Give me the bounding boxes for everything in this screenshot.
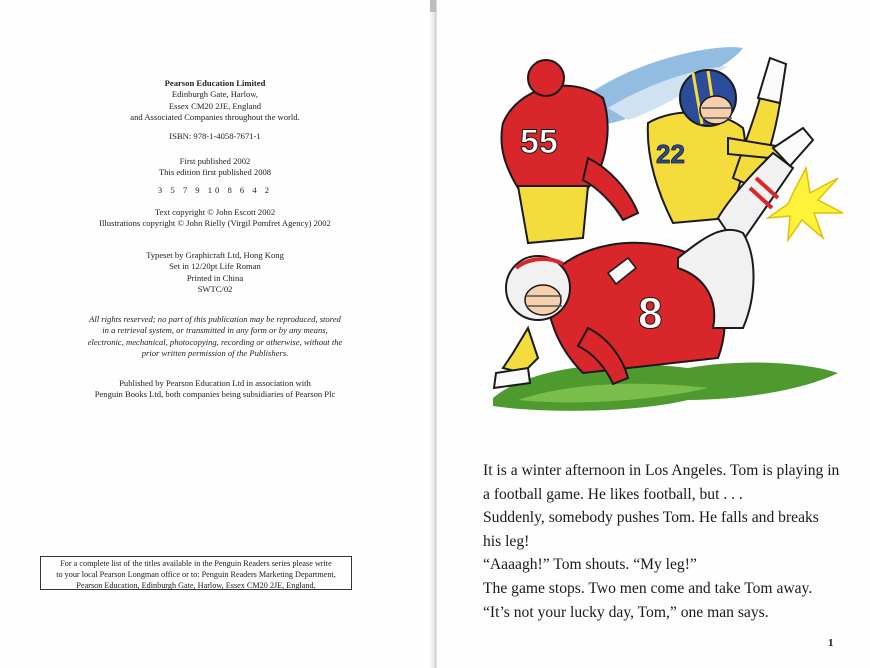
rights-line: prior written permission of the Publishers. — [141, 348, 289, 359]
copyright-line: Illustrations copyright © John Rielly (Virgil Pomfret Agency) 2002 — [99, 218, 331, 229]
red-helmet-top — [528, 60, 564, 96]
jersey-number-22: 22 — [656, 139, 685, 169]
story-line: It is a winter afternoon in Los Angeles. Tom is playing in — [483, 462, 840, 479]
typeset-block — [60, 250, 370, 296]
typeset-line: Typeset by Graphicraft Ltd, Hong Kong — [146, 250, 284, 260]
story-line: The game stops. Two men come and take Tom away. — [483, 579, 813, 597]
edition-block — [60, 156, 370, 179]
publisher-block — [60, 78, 370, 124]
association-block — [60, 378, 370, 401]
copyright-line: Text copyright © John Escott 2002 — [154, 207, 276, 217]
story-line: “It’s not your lucky day, Tom,” one man says. — [483, 603, 769, 621]
story-line: “Aaaagh!” Tom shouts. “My leg!” — [483, 556, 697, 574]
story-line: a football game. He likes football, but . . . — [483, 485, 743, 503]
print-run: 3 5 7 9 10 8 6 4 2 — [157, 185, 273, 195]
box-line: Pearson Education, Edinburgh Gate, Harlow, Essex CM20 2JE, England. — [76, 581, 316, 590]
rights-line: in a retrieval system, or transmitted in any form or by any means, — [102, 325, 328, 336]
typeset-line: SWTC/02 — [197, 284, 233, 295]
page-number: 1 — [828, 637, 834, 649]
left-page — [0, 0, 433, 668]
association-line: Penguin Books Ltd, both companies being subsidiaries of Pearson Plc — [94, 389, 336, 400]
story-line: his leg! — [483, 532, 530, 550]
publisher-name: Pearson Education Limited — [164, 78, 266, 88]
isbn: ISBN: 978-1-4058-7671-1 — [169, 131, 261, 141]
typeset-line: Set in 12/20pt Life Roman — [169, 261, 261, 272]
gutter-shadow — [430, 0, 436, 12]
copyright-block — [60, 207, 370, 230]
address-line: and Associated Companies throughout the world. — [130, 112, 300, 123]
edition-line: This edition first published 2008 — [158, 167, 272, 178]
rights-line: All rights reserved; no part of this publication may be reproduced, stored — [89, 314, 341, 324]
jersey-number-55: 55 — [520, 123, 558, 161]
address-line: Edinburgh Gate, Harlow, — [171, 89, 259, 100]
association-line: Published by Pearson Education Ltd in association with — [119, 378, 311, 388]
football-tackle-illustration — [488, 28, 858, 420]
readers-info-box — [40, 556, 352, 590]
rights-block — [60, 314, 370, 360]
rights-line: electronic, mechanical, photocopying, recording or otherwise, without the — [87, 336, 343, 347]
box-line: For a complete list of the titles available in the Penguin Readers series please write — [60, 559, 332, 568]
address-line: Essex CM20 2JE, England — [168, 100, 262, 111]
typeset-line: Printed in China — [186, 272, 244, 283]
story-text — [483, 459, 853, 624]
box-line: to your local Pearson Longman office or to: Penguin Readers Marketing Department, — [56, 570, 336, 579]
edition-line: First published 2002 — [179, 156, 251, 166]
jersey-number-8: 8 — [638, 289, 663, 338]
story-line: Suddenly, somebody pushes Tom. He falls and breaks — [483, 509, 819, 527]
